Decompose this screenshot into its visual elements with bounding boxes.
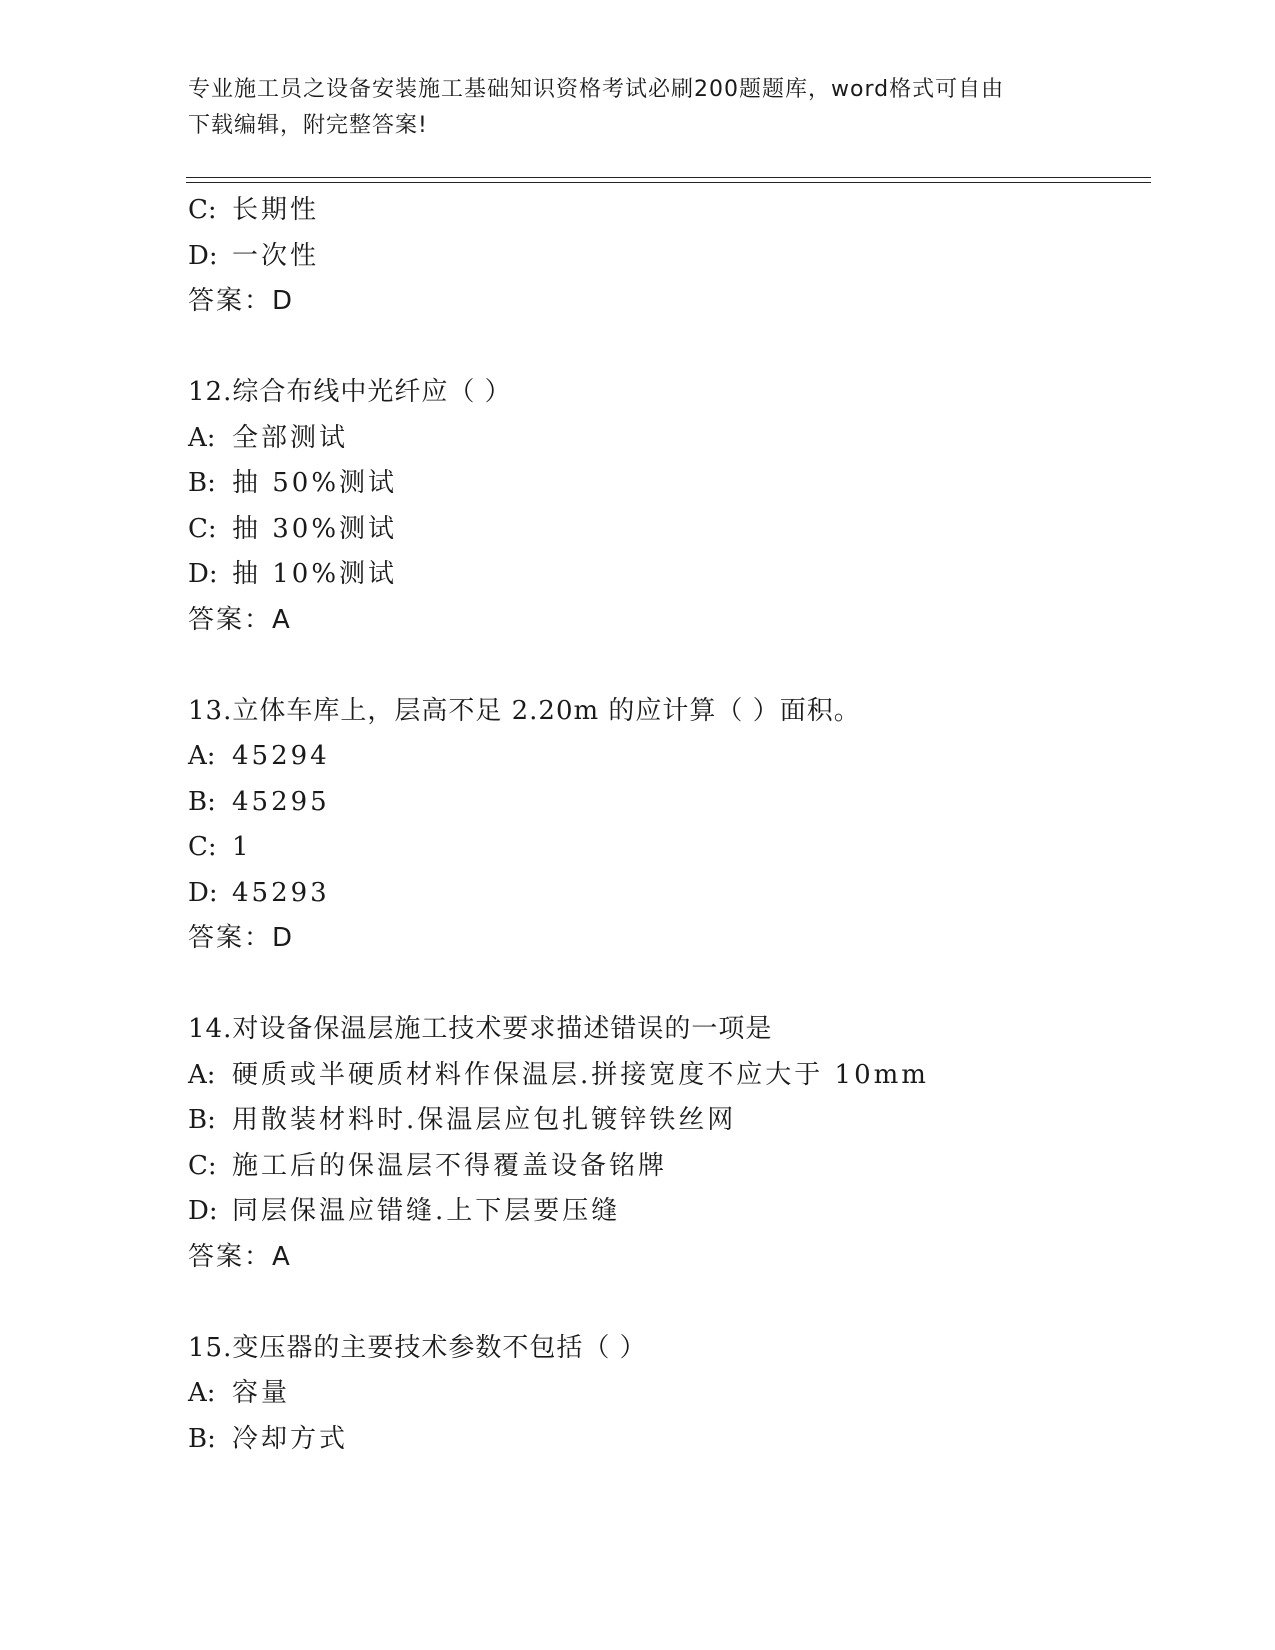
option-text: 施工后的保温层不得覆盖设备铭牌 (232, 1150, 668, 1181)
answer-line: 答案：A (188, 604, 292, 635)
question-11 (188, 188, 1168, 325)
option-text: 抽 10%测试 (232, 559, 398, 589)
option-a (188, 734, 1168, 780)
option-b (188, 461, 1168, 507)
question-list (188, 188, 1168, 1462)
question-text: 15.变压器的主要技术参数不包括（ ） (188, 1332, 647, 1363)
option-b (188, 780, 1168, 826)
option-a (188, 1053, 1168, 1099)
option-label: A: (188, 1059, 216, 1090)
option-label: D: (188, 877, 218, 908)
header-line-1: 专业施工员之设备安装施工基础知识资格考试必刷200题题库，word格式可自由 (188, 77, 1005, 102)
option-label: B: (188, 1423, 216, 1454)
option-label: D: (188, 1196, 218, 1226)
question-15 (188, 1326, 1168, 1463)
question-13 (188, 689, 1168, 962)
option-c (188, 825, 1168, 871)
header-line-2: 下载编辑，附完整答案! (188, 113, 428, 138)
option-c (188, 507, 1168, 553)
option-text: 容量 (232, 1378, 291, 1408)
option-text: 一次性 (232, 240, 320, 271)
header-divider-top (186, 177, 1151, 178)
option-text: 45295 (232, 786, 330, 817)
option-label: A: (188, 1378, 216, 1408)
option-label: B: (188, 1105, 216, 1135)
option-text: 抽 50%测试 (232, 468, 398, 498)
answer-line: 答案：D (188, 286, 295, 316)
question-text: 13.立体车库上，层高不足 2.20m 的应计算（ ）面积。 (188, 695, 861, 726)
question-12 (188, 370, 1168, 643)
option-b (188, 1417, 1168, 1463)
option-text: 同层保温应错缝.上下层要压缝 (232, 1196, 621, 1226)
option-label: C: (188, 195, 217, 225)
spacer (188, 325, 1168, 371)
spacer (188, 1280, 1168, 1326)
question-text: 14.对设备保温层施工技术要求描述错误的一项是 (188, 1014, 773, 1044)
answer-line: 答案：D (188, 923, 295, 953)
option-text: 45294 (232, 741, 330, 771)
option-label: C: (188, 1150, 217, 1181)
spacer (188, 643, 1168, 689)
answer-line: 答案：A (188, 1241, 292, 1272)
option-text: 1 (232, 832, 252, 862)
option-label: C: (188, 513, 217, 544)
option-text: 抽 30%测试 (232, 513, 398, 544)
option-a (188, 416, 1168, 462)
option-label: D: (188, 559, 218, 589)
option-text: 45293 (232, 877, 330, 908)
option-text: 全部测试 (232, 422, 349, 453)
option-label: B: (188, 786, 216, 817)
question-text: 12.综合布线中光纤应（ ） (188, 377, 512, 407)
option-d (188, 552, 1168, 598)
option-text: 硬质或半硬质材料作保温层.拼接宽度不应大于 10mm (232, 1059, 929, 1090)
question-14 (188, 1007, 1168, 1280)
option-text: 长期性 (232, 195, 320, 225)
header-divider-bottom (186, 182, 1151, 183)
option-label: B: (188, 468, 216, 498)
option-text: 用散装材料时.保温层应包扎镀锌铁丝网 (232, 1105, 737, 1135)
option-b (188, 1098, 1168, 1144)
option-d (188, 1189, 1168, 1235)
document-header (188, 72, 1088, 144)
option-d (188, 871, 1168, 917)
option-c (188, 1144, 1168, 1190)
option-label: D: (188, 240, 218, 271)
option-d (188, 234, 1168, 280)
option-label: A: (188, 422, 216, 453)
option-c (188, 188, 1168, 234)
option-label: A: (188, 741, 216, 771)
option-a (188, 1371, 1168, 1417)
spacer (188, 962, 1168, 1008)
option-text: 冷却方式 (232, 1423, 349, 1454)
option-label: C: (188, 832, 217, 862)
